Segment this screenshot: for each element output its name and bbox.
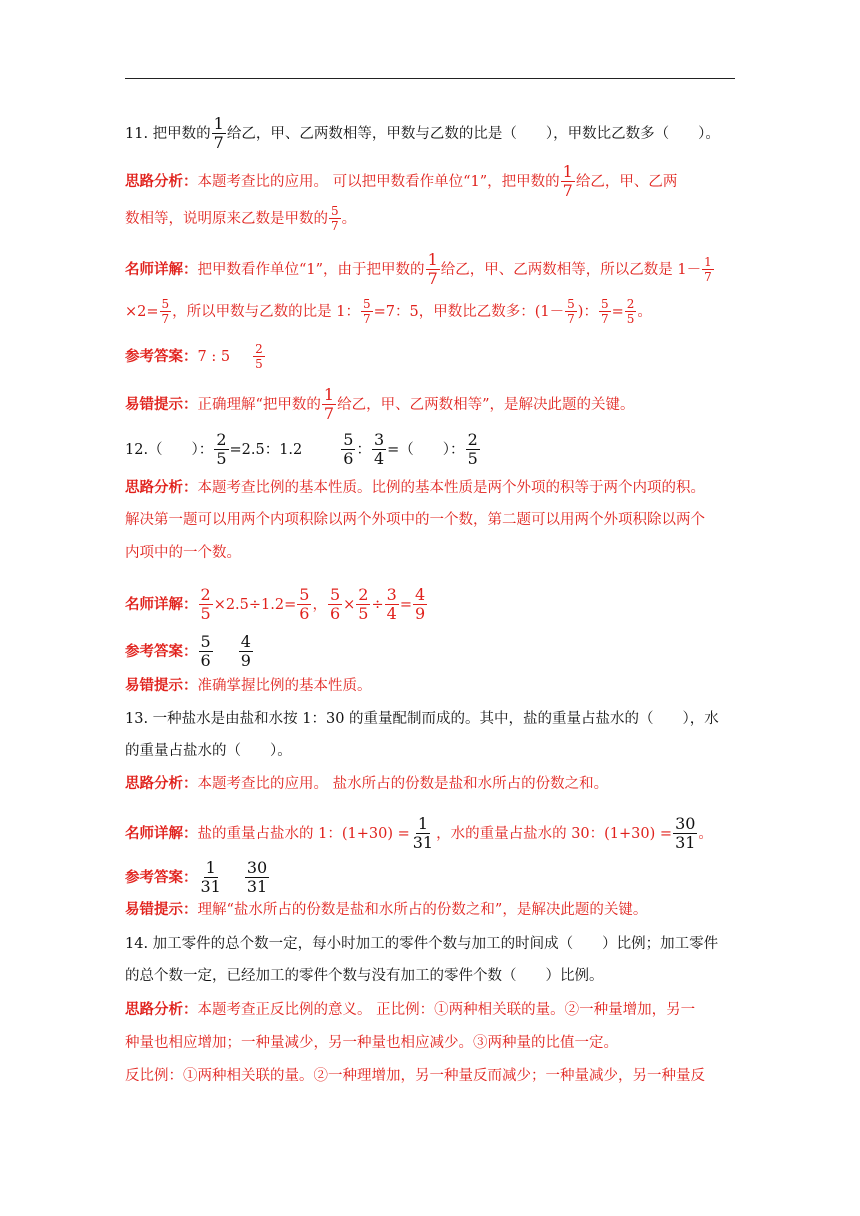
- text-run: ÷: [371, 596, 384, 613]
- text-run: =2.5：1.2: [229, 441, 303, 458]
- text-run: ：: [356, 441, 371, 458]
- section-label: 名师详解：: [125, 824, 198, 842]
- text-run: ，: [312, 596, 327, 613]
- fraction: $\frac{3}{4}$: [386, 585, 397, 623]
- text-run: =（ ）：: [387, 441, 465, 458]
- section-label: 思路分析：: [125, 1001, 198, 1018]
- q13-stem: [125, 709, 719, 729]
- text-run: 反比例：①两种相关联的量。②一种理增加，另一种量反而减少；一种量减少，另一种量反: [125, 1068, 705, 1084]
- q12-tip: [125, 676, 372, 696]
- fraction: $\frac{5}{6}$: [299, 585, 310, 623]
- q11-analysis-2: [125, 205, 356, 232]
- text-run: =: [399, 596, 412, 613]
- section-label: 易错提示：: [125, 677, 198, 694]
- fraction: $\frac{2}{5}$: [467, 430, 478, 468]
- section-label: 名师详解：: [125, 595, 198, 613]
- q12-analysis: [125, 478, 705, 498]
- q11-detail-2: [125, 298, 652, 325]
- fraction: $\frac{1}{31}$: [200, 858, 221, 896]
- fraction: $\frac{2}{5}$: [626, 297, 635, 326]
- q12-answer: [125, 634, 254, 669]
- q14-analysis: [125, 1000, 695, 1020]
- text-run: 14. 加工零件的总个数一定，每小时加工的零件个数与加工的时间成（ ）比例；加工零件: [125, 936, 719, 952]
- fraction: $\frac{5}{7}$: [161, 297, 170, 326]
- q13-tip: [125, 900, 647, 920]
- q13-analysis: [125, 774, 608, 794]
- text-run: 本题考查正反比例的意义。 正比例：①两种相关联的量。②一种量增加，另一: [197, 1002, 696, 1018]
- fraction-5-7: $\frac{5}{7}$: [331, 204, 339, 233]
- fraction: $\frac{30}{31}$: [246, 858, 268, 896]
- q14-analysis-2: [125, 1033, 618, 1053]
- fraction: $\frac{1}{31}$: [412, 814, 434, 852]
- text-run: 本题考查比的应用。 盐水所占的份数是盐和水所占的份数之和。: [197, 776, 609, 792]
- text-run: 本题考查比的应用。 可以把甲数看作单位“1”，把甲数的: [197, 173, 560, 190]
- q13-answer: [125, 860, 270, 895]
- q14-stem: [125, 934, 718, 954]
- text-run: 种量也相应增加；一种量减少，另一种量也相应减少。③两种量的比值一定。: [125, 1035, 618, 1051]
- text-run: ，所以甲数与乙数的比是 1：: [172, 303, 361, 320]
- text-run: 。: [341, 210, 357, 227]
- text-run: 。: [637, 303, 652, 320]
- fraction: $\frac{1}{7}$: [323, 385, 335, 423]
- text-run: 12.（ ）：: [125, 441, 214, 458]
- q12-stem: [125, 432, 481, 467]
- q11-tip: [125, 387, 635, 422]
- q14-analysis-3: [125, 1066, 705, 1086]
- header-rule: [125, 78, 735, 79]
- text-run: 解决第一题可以用两个内项积除以两个外项中的一个数，第二题可以用两个外项积除以两个: [125, 512, 705, 528]
- section-label: 思路分析：: [125, 479, 198, 496]
- fraction: $\frac{5}{6}$: [329, 585, 341, 623]
- section-label: 易错提示：: [125, 901, 198, 918]
- text-run: 本题考查比例的基本性质。比例的基本性质是两个外项的积等于两个内项的积。: [197, 480, 705, 496]
- fraction-1-7: $\frac{1}{7}$: [213, 114, 224, 152]
- q11-detail: [125, 252, 715, 287]
- fraction: $\frac{5}{6}$: [200, 632, 211, 670]
- fraction: $\frac{5}{7}$: [567, 297, 575, 326]
- fraction: $\frac{4}{9}$: [414, 585, 426, 623]
- section-label: 参考答案：: [125, 868, 198, 886]
- text-run: =7：5，甲数比乙数多：(1－: [373, 303, 565, 320]
- text-run: 。: [698, 825, 713, 842]
- fraction: $\frac{5}{6}$: [343, 430, 354, 468]
- fraction-1-7: $\frac{1}{7}$: [562, 162, 573, 200]
- text-run: 的总个数一定，已经加工的零件个数与没有加工的零件个数（ ）比例。: [125, 968, 604, 984]
- q11-analysis: [125, 164, 677, 199]
- section-label: 思路分析：: [125, 172, 198, 190]
- fraction: $\frac{2}{5}$: [216, 430, 227, 468]
- text-run: ，水的重量占盐水的 30：(1+30) =: [436, 825, 673, 842]
- text-run: 正确理解“把甲数的: [197, 396, 321, 413]
- text-run: 数相等，说明原来乙数是甲数的: [125, 210, 328, 227]
- fraction: $\frac{2}{5}$: [255, 342, 263, 371]
- text-run: =: [611, 303, 624, 320]
- fraction: $\frac{5}{7}$: [600, 297, 609, 326]
- text-run: 7 : 5: [197, 348, 231, 365]
- q13-detail: [125, 816, 713, 851]
- q11-answer: [125, 343, 266, 370]
- q12-analysis-3: [125, 543, 241, 563]
- fraction: $\frac{1}{7}$: [427, 250, 438, 288]
- text-run: )：: [577, 303, 598, 320]
- text-run: ×: [343, 596, 356, 613]
- text-run: 给乙，甲、乙两数相等，所以乙数是 1－: [440, 261, 702, 278]
- text-run: ×2=: [125, 303, 159, 320]
- q11-stem-a: 11. 把甲数的: [125, 125, 211, 142]
- text-run: 理解“盐水所占的份数是盐和水所占的份数之和”，是解决此题的关键。: [197, 902, 648, 918]
- fraction: $\frac{3}{4}$: [373, 430, 385, 468]
- text-run: 的重量占盐水的（ ）。: [125, 743, 292, 759]
- fraction: $\frac{1}{7}$: [704, 255, 712, 284]
- fraction: $\frac{2}{5}$: [200, 585, 211, 623]
- text-run: 给乙，甲、乙两数相等”，是解决此题的关键。: [337, 396, 635, 413]
- q12-detail: [125, 587, 428, 622]
- section-label: 名师详解：: [125, 260, 198, 278]
- text-run: 把甲数看作单位“1”，由于把甲数的: [197, 261, 425, 278]
- fraction: $\frac{4}{9}$: [240, 632, 251, 670]
- q13-stem-2: [125, 741, 292, 761]
- q14-stem-2: [125, 966, 604, 986]
- q12-analysis-2: [125, 510, 705, 530]
- text-run: 盐的重量占盐水的 1：(1+30) =: [197, 825, 410, 842]
- fraction: $\frac{2}{5}$: [358, 585, 369, 623]
- q11-stem: [125, 116, 720, 151]
- text-run: 给乙，甲、乙两: [575, 173, 678, 190]
- section-label: 思路分析：: [125, 775, 198, 792]
- q11-stem-b: 给乙，甲、乙两数相等，甲数与乙数的比是（ ），甲数比乙数多（ ）。: [226, 125, 720, 142]
- fraction: $\frac{30}{31}$: [675, 814, 696, 852]
- section-label: 参考答案：: [125, 347, 198, 365]
- fraction: $\frac{5}{7}$: [363, 297, 371, 326]
- section-label: 参考答案：: [125, 642, 198, 660]
- section-label: 易错提示：: [125, 395, 198, 413]
- text-run: ×2.5÷1.2=: [213, 596, 297, 613]
- text-run: 准确掌握比例的基本性质。: [197, 678, 372, 694]
- text-run: 内项中的一个数。: [125, 545, 241, 561]
- text-run: 13. 一种盐水是由盐和水按 1：30 的重量配制而成的。其中，盐的重量占盐水的（ ），水: [125, 711, 719, 727]
